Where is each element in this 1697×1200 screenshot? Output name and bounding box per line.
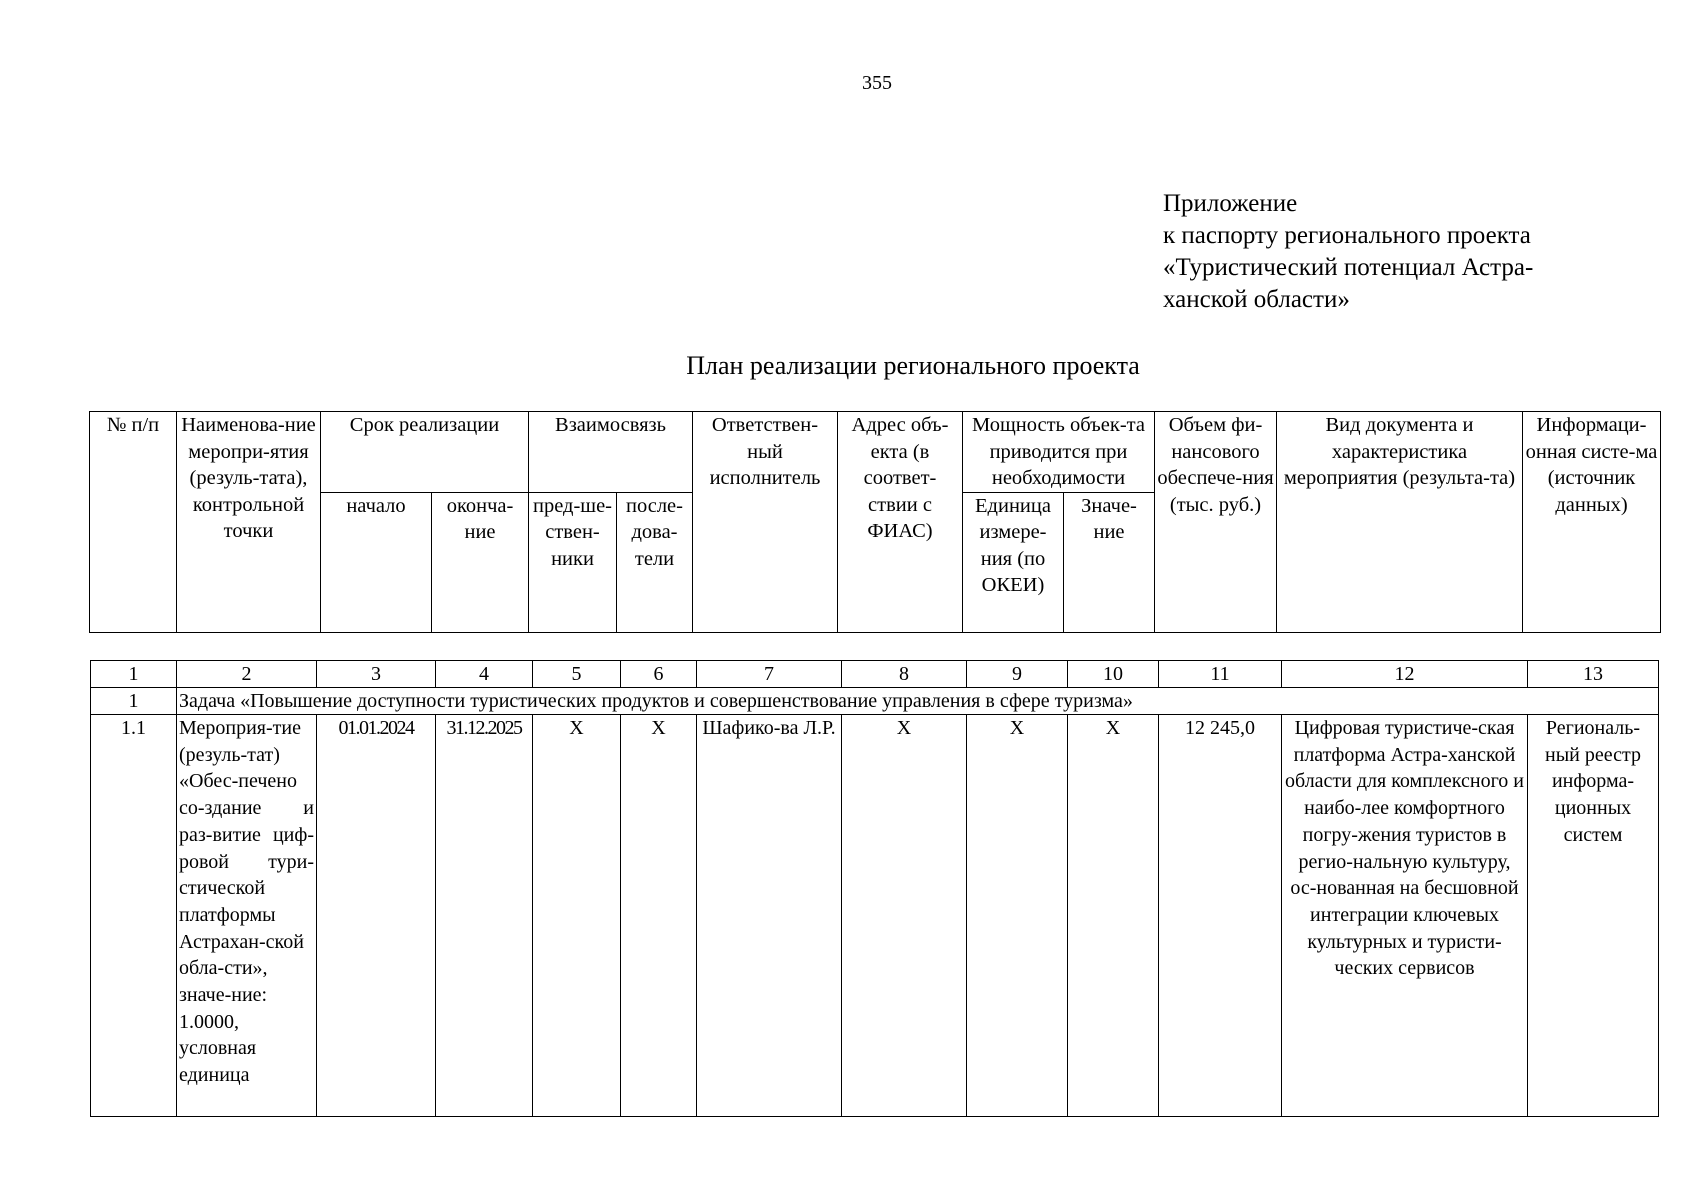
row-infosys: Региональ-ный реестр информа-ционных систем [1528, 715, 1659, 1117]
header-funding: Объем фи-нансового обеспече-ния (тыс. руб.) [1155, 412, 1277, 633]
column-number: 8 [842, 661, 967, 688]
header-relation: Взаимосвязь [529, 412, 693, 493]
column-number: 12 [1282, 661, 1528, 688]
row-number: 1.1 [91, 715, 177, 1117]
header-unit: Единица измере-ния (по ОКЕИ) [963, 492, 1064, 632]
appendix-line: ханской области» [1163, 286, 1350, 313]
column-number: 10 [1068, 661, 1159, 688]
column-number: 9 [967, 661, 1068, 688]
row-end: 31.12.2025 [436, 715, 533, 1117]
header-num: № п/п [90, 412, 177, 633]
table-row [91, 715, 1659, 1117]
header-capacity: Мощность объек-та приводится при необходимости [963, 412, 1155, 493]
column-number: 13 [1528, 661, 1659, 688]
row-responsible: Шафико-ва Л.Р. [697, 715, 842, 1117]
row-funding: 12 245,0 [1159, 715, 1282, 1117]
header-document: Вид документа и характеристика мероприятия (результа-та) [1277, 412, 1523, 633]
header-value: Значе-ние [1064, 492, 1155, 632]
row-document: Цифровая туристиче-ская платформа Астра-ханской области для комплексного и наибо-лее комфортного погру-жения туристов в регио-нальную культуру, ос-нованная на бесшовной интеграции ключевых культурных и туристи-ческих сервисов [1282, 715, 1528, 1117]
column-number: 4 [436, 661, 533, 688]
column-number: 7 [697, 661, 842, 688]
header-address: Адрес объ-екта (в соответ-ствии с ФИАС) [838, 412, 963, 633]
task-text: Задача «Повышение доступности туристических продуктов и совершенствование управления в сфере туризма» [177, 688, 1659, 715]
column-number: 1 [91, 661, 177, 688]
header-name: Наименова-ние меропри-ятия (резуль-тата), контрольной точки [177, 412, 321, 633]
row-address: X [842, 715, 967, 1117]
appendix-line: «Туристический потенциал Астра- [1163, 254, 1534, 281]
row-predecessors: X [533, 715, 621, 1117]
plan-table [90, 660, 1659, 1117]
row-start: 01.01.2024 [317, 715, 436, 1117]
row-value: X [1068, 715, 1159, 1117]
header-table [89, 411, 1661, 633]
header-successors: после-дова-тели [617, 492, 693, 632]
column-number: 11 [1159, 661, 1282, 688]
page-number: 355 [862, 72, 892, 94]
appendix-line: к паспорту регионального проекта [1163, 222, 1531, 249]
header-start: начало [321, 492, 432, 632]
row-successors: X [621, 715, 697, 1117]
task-number: 1 [91, 688, 177, 715]
appendix-line: Приложение [1163, 190, 1298, 217]
column-number: 5 [533, 661, 621, 688]
header-period: Срок реализации [321, 412, 529, 493]
row-unit: X [967, 715, 1068, 1117]
column-number: 6 [621, 661, 697, 688]
header-infosys: Информаци-онная систе-ма (источник данных) [1523, 412, 1661, 633]
row-name: Мероприя-тие (резуль-тат) «Обес-печено со-здание и раз-витие циф-ровой тури-стической платформы Астрахан-ской обла-сти», значе-ние: 1.0000, условная единица [177, 715, 317, 1117]
document-title: План реализации регионального проекта [686, 351, 1140, 380]
appendix-note [1163, 188, 1533, 316]
header-responsible: Ответствен-ный исполнитель [693, 412, 838, 633]
task-row [91, 688, 1659, 715]
column-number: 3 [317, 661, 436, 688]
header-predecessors: пред-ше-ствен-ники [529, 492, 617, 632]
header-end: оконча-ние [432, 492, 529, 632]
column-number: 2 [177, 661, 317, 688]
column-number-row [91, 661, 1659, 688]
